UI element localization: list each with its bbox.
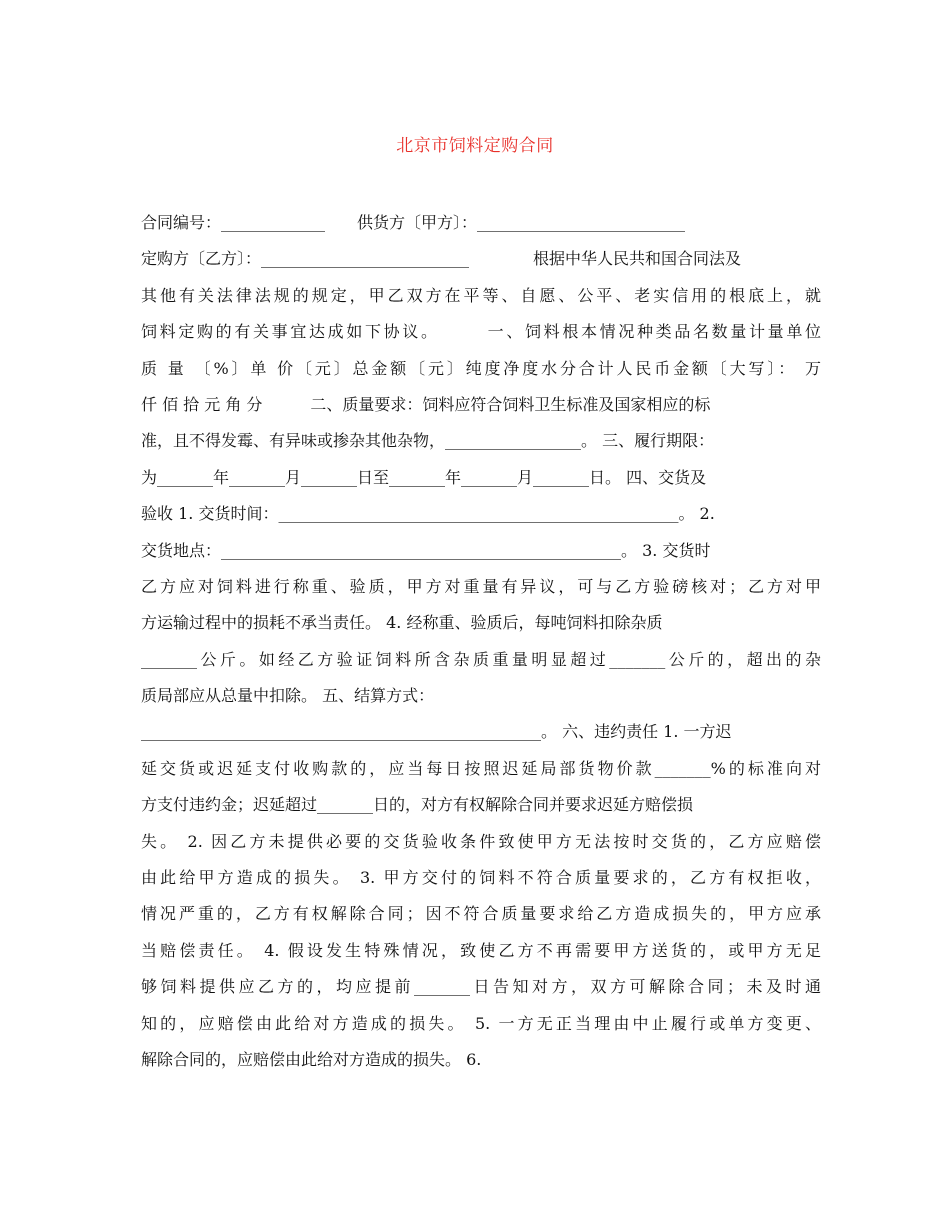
paragraph-line: 失。 2. 因乙方未提供必要的交货验收条件致使甲方无法按时交货的，乙方应赔偿 (141, 831, 821, 851)
paragraph-line: 方支付违约金；迟延超过_______日的，对方有权解除合同并要求迟延方赔偿损 (141, 795, 694, 815)
document-body (141, 205, 821, 1078)
paragraph-line: 质 量 〔%〕单 价〔元〕总金额〔元〕纯度净度水分合计人民币金额〔大写〕： 万 (141, 358, 821, 378)
paragraph-line: 定购方〔乙方〕：__________________________ 根据中华人民共和国合同法及 (141, 249, 742, 269)
paragraph-line: 仟 佰 拾 元 角 分 二、质量要求：饲料应符合饲料卫生标准及国家相应的标 (141, 394, 711, 414)
paragraph-line: 其他有关法律法规的规定，甲乙双方在平等、自愿、公平、老实信用的根底上，就 (141, 285, 821, 305)
paragraph-line: 验收 1. 交货时间：__________________________________________________。 2. (141, 504, 715, 524)
paragraph-line: __________________________________________________。 六、违约责任 1. 一方迟 (141, 722, 732, 742)
paragraph-line: 延交货或迟延支付收购款的，应当每日按照迟延局部货物价款_______%的标准向对 (141, 758, 821, 778)
paragraph-line: 知的，应赔偿由此给对方造成的损失。 5. 一方无正当理由中止履行或单方变更、 (141, 1013, 821, 1033)
paragraph-line: _______公斤。如经乙方验证饲料所含杂质重量明显超过_______公斤的，超出的杂 (141, 649, 821, 669)
paragraph-line: 准，且不得发霉、有异味或掺杂其他杂物，_________________。 三、履行期限： (141, 431, 715, 451)
paragraph-line: 由此给甲方造成的损失。 3. 甲方交付的饲料不符合质量要求的，乙方有权拒收， (141, 868, 821, 888)
paragraph-line: 交货地点：__________________________________________________。 3. 交货时 (141, 540, 711, 560)
paragraph-line: 饲料定购的有关事宜达成如下协议。 一、饲料根本情况种类品名数量计量单位 (141, 322, 821, 342)
paragraph-line: 合同编号：_____________ 供货方〔甲方〕：__________________________ (141, 213, 686, 232)
paragraph-line: 为_______年_______月_______日至_______年_______月_______日。 四、交货及 (141, 467, 707, 487)
document-title: 北京市饲料定购合同 (396, 136, 554, 156)
paragraph-line: 当赔偿责任。 4. 假设发生特殊情况，致使乙方不再需要甲方送货的，或甲方无足 (141, 940, 821, 960)
paragraph-line: 乙方应对饲料进行称重、验质，甲方对重量有异议，可与乙方验磅核对；乙方对甲 (141, 576, 821, 596)
paragraph-line: 方运输过程中的损耗不承当责任。 4. 经称重、验质后，每吨饲料扣除杂质 (141, 613, 663, 633)
paragraph-line: 质局部应从总量中扣除。 五、结算方式： (141, 686, 435, 706)
paragraph-line: 够饲料提供应乙方的，均应提前_______日告知对方，双方可解除合同；未及时通 (141, 977, 821, 997)
paragraph-line: 解除合同的，应赔偿由此给对方造成的损失。 6. (141, 1049, 482, 1069)
paragraph-line: 情况严重的，乙方有权解除合同；因不符合质量要求给乙方造成损失的，甲方应承 (141, 904, 821, 924)
